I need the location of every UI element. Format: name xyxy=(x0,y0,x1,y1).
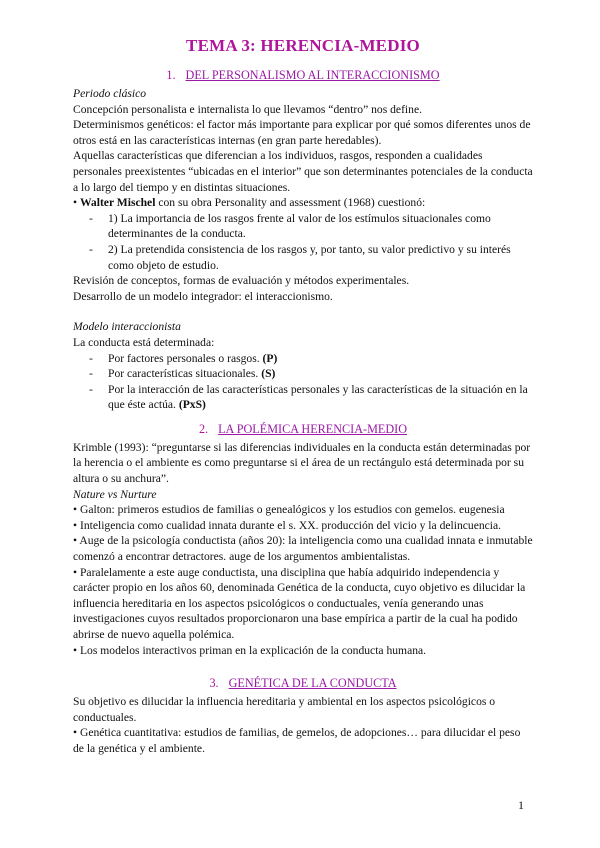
list-item-text: Por factores personales o rasgos. xyxy=(108,351,263,365)
paragraph: Su objetivo es dilucidar la influencia hereditaria y ambiental en los aspectos psicológicos o conductuales. xyxy=(73,695,496,724)
subheading-nature-vs-nurture: Nature vs Nurture xyxy=(73,487,157,501)
dash-mark: - xyxy=(89,351,93,365)
paragraph: Determinismos genéticos: el factor más importante para explicar por qué somos diferentes unos de otros está en las características internas (en gran parte heredables). xyxy=(73,118,531,147)
paragraph: Desarrollo de un modelo integrador: el interaccionismo. xyxy=(73,289,333,303)
page-title: TEMA 3: HERENCIA-MEDIO xyxy=(186,36,420,55)
author-name: Walter Mischel xyxy=(79,196,156,210)
bullet-text: Inteligencia como cualidad innata durante el s. XX. producción del vicio y la delincuencia. xyxy=(79,518,502,532)
section-title: GENÉTICA DE LA CONDUCTA xyxy=(228,676,397,691)
list-item xyxy=(73,382,533,413)
mischel-paragraph xyxy=(73,195,533,211)
section-title: LA POLÉMICA HERENCIA-MEDIO xyxy=(218,421,408,436)
bullet-mark: • xyxy=(73,565,78,579)
bullet-item xyxy=(73,518,533,534)
bullet-text: Paralelamente a este auge conductista, una disciplina que había adquirido independencia y carácter propio en los años 60, denominada Genética de la conducta, cuyo objetivo es dilucidar la influencia hereditaria en los aspectos psicológicos o conductuales, venía generando unas investigaciones cuyos resultados proporcionaron una base empírica a partir de la cual ha podido abrirse de nuevo aquella polémica. xyxy=(73,565,526,641)
section-title: DEL PERSONALISMO AL INTERACCIONISMO xyxy=(185,68,440,82)
paragraph: La conducta está determinada: xyxy=(73,335,215,349)
paragraph: Krimble (1993): “preguntarse si las diferencias individuales en la conducta están determinadas por la herencia o el ambiente es como preguntarse si el área de un rectángulo está determinada por su altura o su anchura”. xyxy=(73,440,531,486)
list-item-text: Por características situacionales. xyxy=(108,367,262,381)
bullet-item xyxy=(73,565,533,643)
list-item-text: 2) La pretendida consistencia de los rasgos y, por tanto, su valor predictivo y su interés como objeto de estudio. xyxy=(108,242,511,272)
section-1-heading xyxy=(73,68,533,83)
dash-mark: - xyxy=(89,367,93,381)
paragraph: Aquellas características que diferencian a los individuos, rasgos, responden a cualidades personales preexistentes “ubicadas en el interior” que son determinantes potenciales de la conducta a lo largo del tiempo y en distintas situaciones. xyxy=(73,149,533,194)
bullet-item xyxy=(73,533,533,564)
list-item-text: 1) La importancia de los rasgos frente al valor de los estímulos situacionales como determinantes de la conducta. xyxy=(108,211,491,241)
section-3-heading xyxy=(73,676,533,691)
paragraph: Revisión de conceptos, formas de evaluación y métodos experimentales. xyxy=(73,274,410,288)
determinants-list xyxy=(73,351,533,413)
bullet-mark: • xyxy=(73,503,78,517)
bullet-text: Galton: primeros estudios de familias o genealógicos y los estudios con gemelos. eugenesia xyxy=(79,503,505,517)
dash-mark: - xyxy=(89,242,93,256)
page-number: 1 xyxy=(518,798,524,812)
bullet-mark: • xyxy=(73,534,78,548)
dash-mark: - xyxy=(89,382,93,396)
list-item xyxy=(73,351,533,367)
subheading-periodo-clasico: Periodo clásico xyxy=(73,87,147,100)
bullet-text: Los modelos interactivos priman en la explicación de la conducta humana. xyxy=(79,643,427,657)
section-number: 1. xyxy=(166,68,176,82)
section-2-heading xyxy=(73,422,533,437)
mischel-list xyxy=(73,211,533,273)
list-item xyxy=(73,366,533,382)
section-number: 3. xyxy=(209,676,219,691)
bullet-text: Auge de la psicología conductista (años 20): la inteligencia como una cualidad innata e inmutable comenzó a encontrar detractores. auge de los argumentos ambientalistas. xyxy=(73,534,533,564)
bullet-mark: • xyxy=(73,196,78,210)
list-item-code: (S) xyxy=(261,367,276,381)
list-item-code: (P) xyxy=(262,351,278,365)
paragraph: • Genética cuantitativa: estudios de familias, de gemelos, de adopciones… para dilucidar el peso de la genética y el ambiente. xyxy=(73,726,521,755)
bullet-mark: • xyxy=(73,518,78,532)
bullet-item xyxy=(73,502,533,518)
list-item-code: (PxS) xyxy=(178,398,206,412)
subheading-modelo-interaccionista: Modelo interaccionista xyxy=(73,320,181,334)
mischel-text: con su obra Personality and assessment (1968) cuestionó: xyxy=(155,196,426,210)
dash-mark: - xyxy=(89,211,93,225)
section-number: 2. xyxy=(198,421,209,436)
document-page xyxy=(73,34,533,757)
list-item xyxy=(73,211,533,242)
list-item xyxy=(73,242,533,273)
bullet-item xyxy=(73,643,533,659)
list-item-text: Por la interacción de las características personales y las características de la situación en la que éste actúa. xyxy=(108,382,528,412)
paragraph: Concepción personalista e internalista lo que llevamos “dentro” nos define. xyxy=(73,102,422,116)
bullet-mark: • xyxy=(73,643,78,657)
